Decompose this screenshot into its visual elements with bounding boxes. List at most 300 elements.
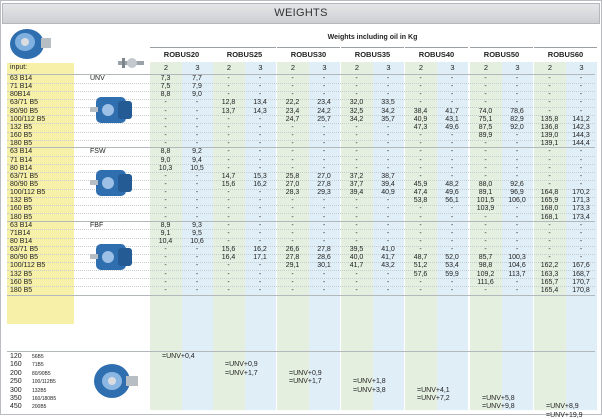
- weight-cell: 9,1: [160, 229, 171, 237]
- weight-cell: -: [419, 99, 422, 107]
- weight-cell: 53,8: [413, 197, 428, 205]
- weight-cell: 56,1: [445, 197, 459, 205]
- weight-cell: 9,3: [192, 221, 202, 229]
- weight-cell: 27,0: [285, 180, 300, 188]
- weight-cell: 173,4: [572, 213, 590, 221]
- weight-cell: -: [258, 238, 262, 245]
- weight-cell: -: [355, 83, 358, 91]
- input-cell: 132 B5: [10, 197, 33, 205]
- weight-cell: 135,8: [540, 115, 559, 123]
- input-cell: 71B14: [10, 229, 31, 237]
- weight-cell: -: [322, 238, 326, 245]
- weight-cell: -: [322, 286, 326, 294]
- weight-cell: 23,4: [285, 107, 300, 115]
- weight-cell: 88,0: [478, 180, 493, 188]
- weight-cell: 40,9: [381, 189, 395, 197]
- input-cell: 180 B5: [10, 213, 33, 221]
- weight-cell: 103,9: [476, 205, 495, 213]
- weight-cell: -: [355, 156, 358, 164]
- weight-cell: -: [322, 229, 326, 237]
- group-label: UNV: [90, 75, 105, 82]
- weight-cell: -: [515, 75, 519, 82]
- weight-cell: 101,5: [476, 197, 495, 205]
- weight-cell: -: [484, 221, 487, 229]
- stage-header: 3: [579, 63, 584, 72]
- weight-cell: -: [579, 75, 583, 82]
- weight-cell: 43,1: [445, 115, 459, 123]
- weight-cell: -: [450, 164, 454, 172]
- weight-cell: -: [548, 164, 551, 172]
- weight-cell: 34,2: [381, 107, 395, 115]
- weight-cell: -: [515, 221, 519, 229]
- input-cell: 63/71 B5: [10, 246, 39, 254]
- weight-cell: -: [291, 221, 294, 229]
- weight-cell: -: [227, 238, 230, 245]
- weight-cell: 41,7: [381, 254, 395, 262]
- weight-cell: -: [450, 75, 454, 82]
- weight-cell: 32,0: [349, 99, 364, 107]
- weight-cell: -: [484, 156, 487, 164]
- weight-cell: -: [164, 213, 167, 221]
- weight-cell: -: [195, 262, 199, 270]
- weight-cell: 28,6: [317, 254, 331, 262]
- weight-cell: 92,6: [510, 180, 524, 188]
- weight-cell: -: [227, 164, 230, 172]
- formula-cell: =UNV+1,7: [289, 378, 322, 386]
- weight-cell: 9,0: [192, 91, 202, 99]
- weight-cell: 168,7: [572, 270, 590, 278]
- weight-cell: -: [164, 123, 167, 131]
- shaft-illustration: [116, 56, 148, 70]
- weight-cell: -: [386, 286, 390, 294]
- weight-cell: 33,5: [381, 99, 395, 107]
- weight-cell: 45,9: [413, 180, 428, 188]
- weight-cell: -: [258, 123, 262, 131]
- model-header: ROBUS25: [213, 47, 276, 62]
- weight-cell: -: [258, 213, 262, 221]
- weight-cell: -: [258, 278, 262, 286]
- weight-cell: -: [484, 213, 487, 221]
- weight-cell: -: [164, 246, 167, 254]
- input-cell: 71 B14: [10, 83, 33, 91]
- weight-cell: -: [322, 140, 326, 148]
- weight-cell: -: [548, 99, 551, 107]
- ratio-size: 350 160/180B5: [10, 395, 57, 402]
- weight-cell: 111,6: [477, 278, 494, 286]
- weight-cell: -: [291, 205, 294, 213]
- weight-cell: 139,0: [540, 132, 559, 140]
- weight-cell: -: [450, 205, 454, 213]
- weight-cell: 165,7: [540, 278, 559, 286]
- stage-header: 2: [418, 63, 424, 72]
- weight-cell: -: [450, 140, 454, 148]
- weight-cell: -: [164, 197, 167, 205]
- stage-header: 3: [195, 63, 200, 72]
- ratio-size: 450 200B5: [10, 403, 47, 411]
- model-header: ROBUS35: [341, 47, 404, 62]
- formula-cell: =UNV+19,9: [546, 411, 583, 419]
- weight-cell: -: [164, 254, 167, 262]
- formula-cell: =UNV+1,7: [225, 369, 258, 377]
- weight-cell: -: [579, 180, 583, 188]
- weight-cell: -: [515, 99, 519, 107]
- weight-cell: -: [484, 164, 487, 172]
- input-cell: 80/90 B5: [10, 107, 39, 115]
- weight-cell: -: [195, 270, 199, 278]
- weight-cell: -: [515, 140, 519, 148]
- weight-cell: 170,7: [572, 278, 590, 286]
- weight-cell: -: [258, 189, 262, 197]
- weight-cell: -: [515, 164, 519, 172]
- weight-cell: 43,2: [381, 262, 395, 270]
- weight-cell: -: [548, 238, 551, 245]
- weight-cell: -: [386, 213, 390, 221]
- weight-cell: -: [355, 270, 358, 278]
- input-cell: 63 B14: [10, 148, 33, 156]
- weight-cell: -: [419, 140, 422, 148]
- formula-cell: =UNV+0,4: [162, 353, 195, 360]
- weight-cell: 170,8: [572, 286, 590, 294]
- input-cell: 80 B14: [10, 164, 33, 172]
- weight-cell: -: [227, 83, 230, 91]
- model-header: ROBUS50: [470, 47, 533, 62]
- weight-cell: -: [227, 205, 230, 213]
- weight-cell: -: [164, 189, 167, 197]
- weight-cell: -: [322, 83, 326, 91]
- weight-cell: -: [386, 164, 390, 172]
- weight-cell: 9,4: [192, 156, 202, 164]
- weight-cell: -: [515, 83, 519, 91]
- weight-cell: 8,9: [160, 221, 171, 229]
- weight-cell: -: [195, 123, 199, 131]
- weight-cell: -: [291, 164, 294, 172]
- weight-cell: 30,1: [317, 262, 331, 270]
- weight-cell: 47,4: [413, 189, 428, 197]
- weight-cell: 59,9: [445, 270, 459, 278]
- weight-cell: -: [227, 132, 230, 140]
- weight-cell: 27,0: [317, 172, 331, 180]
- weight-cell: -: [548, 229, 551, 237]
- weight-cell: -: [386, 270, 390, 278]
- weight-cell: -: [322, 221, 326, 229]
- weight-cell: 173,3: [572, 205, 590, 213]
- weight-cell: -: [227, 213, 230, 221]
- weight-cell: -: [164, 140, 167, 148]
- weight-cell: 51,2: [413, 262, 428, 270]
- weight-cell: -: [322, 91, 326, 99]
- weight-cell: -: [164, 262, 167, 270]
- weight-cell: -: [195, 246, 199, 254]
- input-cell: 160 B5: [10, 205, 33, 213]
- weight-cell: -: [355, 286, 358, 294]
- weight-cell: -: [291, 156, 294, 164]
- flange-gearbox-icon: [88, 356, 140, 406]
- stage-header: 3: [450, 63, 455, 72]
- weight-cell: -: [227, 221, 230, 229]
- weight-cell: 16,2: [253, 246, 267, 254]
- weight-cell: -: [355, 221, 358, 229]
- weight-cell: 104,6: [508, 262, 526, 270]
- weight-cell: 49,6: [445, 123, 459, 131]
- input-cell: 160 B5: [10, 132, 33, 140]
- input-cell: 160 B5: [10, 278, 33, 286]
- weight-cell: -: [227, 189, 230, 197]
- weight-cell: -: [386, 238, 390, 245]
- weight-cell: -: [386, 278, 390, 286]
- input-cell: 80B14: [10, 91, 31, 99]
- stage-header: 2: [547, 63, 553, 72]
- weight-cell: 168,1: [540, 213, 559, 221]
- input-cell: 100/112 B5: [10, 115, 46, 123]
- input-cell: 63 B14: [10, 75, 33, 82]
- weight-cell: -: [322, 156, 326, 164]
- group-label: FBF: [90, 221, 104, 229]
- weight-cell: 136,8: [540, 123, 559, 131]
- model-header: ROBUS60: [534, 47, 597, 62]
- weight-cell: -: [386, 75, 390, 82]
- weight-cell: -: [484, 75, 487, 82]
- weight-cell: -: [579, 254, 583, 262]
- weight-cell: -: [164, 107, 167, 115]
- model-header: ROBUS20: [150, 47, 213, 62]
- ratio-size: 200 80/90B5: [10, 369, 51, 377]
- weight-cell: -: [355, 238, 358, 245]
- weight-cell: -: [450, 213, 454, 221]
- weight-cell: -: [322, 123, 326, 131]
- weight-cell: 144,3: [572, 132, 590, 140]
- input-label: input:: [10, 64, 28, 71]
- stage-header: 2: [483, 63, 489, 72]
- weight-cell: 14,3: [253, 107, 267, 115]
- weight-cell: -: [195, 205, 199, 213]
- weight-cell: -: [484, 91, 487, 99]
- weight-cell: -: [450, 286, 454, 294]
- formula-cell: =UNV+7,2: [417, 395, 450, 402]
- weight-cell: 113,7: [508, 270, 526, 278]
- weight-cell: 35,7: [381, 115, 395, 123]
- weight-cell: -: [419, 132, 422, 140]
- weight-cell: 168,0: [540, 205, 559, 213]
- weight-cell: -: [355, 278, 358, 286]
- weight-cell: 8,8: [160, 91, 171, 99]
- weight-cell: 9,5: [192, 229, 202, 237]
- weight-cell: -: [515, 286, 519, 294]
- input-cell: 100/112 B5: [10, 189, 46, 197]
- weight-cell: -: [386, 229, 390, 237]
- weight-cell: 7,7: [192, 75, 202, 82]
- weight-cell: -: [386, 140, 390, 148]
- weight-cell: -: [195, 107, 199, 115]
- weight-cell: 85,7: [478, 254, 493, 262]
- weight-cell: -: [515, 213, 519, 221]
- weight-cell: 29,1: [285, 262, 300, 270]
- weight-cell: -: [258, 156, 262, 164]
- weight-cell: -: [419, 164, 422, 172]
- weight-cell: 41,7: [445, 107, 459, 115]
- weight-cell: -: [386, 132, 390, 140]
- weight-cell: -: [579, 156, 583, 164]
- weight-cell: -: [515, 172, 519, 180]
- weight-cell: 10,3: [158, 164, 173, 172]
- weight-cell: -: [164, 132, 167, 140]
- weight-cell: -: [291, 238, 294, 245]
- weight-cell: -: [195, 254, 199, 262]
- weight-cell: -: [227, 270, 230, 278]
- input-cell: 63/71 B5: [10, 172, 39, 180]
- weight-cell: -: [579, 246, 583, 254]
- input-cell: 180 B5: [10, 140, 33, 148]
- stage-header: 2: [354, 63, 360, 72]
- weight-cell: 170,2: [572, 189, 590, 197]
- weight-cell: 40,0: [349, 254, 364, 262]
- input-cell: 132 B5: [10, 270, 33, 278]
- weight-cell: -: [548, 246, 551, 254]
- formula-cell: =UNV+5,8: [482, 395, 515, 402]
- weight-cell: 16,2: [253, 180, 267, 188]
- weight-cell: -: [355, 91, 358, 99]
- input-cell: 80/90 B5: [10, 254, 39, 262]
- bottom-divider: [7, 351, 595, 352]
- weight-cell: 109,2: [476, 270, 495, 278]
- input-cell: 80 B14: [10, 238, 33, 245]
- weight-cell: -: [258, 286, 262, 294]
- weight-cell: -: [386, 221, 390, 229]
- weight-cell: -: [484, 246, 487, 254]
- weight-cell: 92,0: [510, 123, 524, 131]
- weight-cell: -: [195, 213, 199, 221]
- formula-cell: =UNV+0,9: [289, 369, 322, 377]
- formula-cell: =UNV+3,8: [353, 386, 386, 394]
- weight-cell: -: [419, 229, 422, 237]
- weight-cell: -: [579, 99, 583, 107]
- weight-cell: -: [195, 132, 199, 140]
- weight-cell: 144,4: [572, 140, 590, 148]
- weight-cell: 75,1: [478, 115, 493, 123]
- weight-cell: -: [227, 156, 230, 164]
- weight-cell: -: [291, 91, 294, 99]
- weight-cell: -: [291, 140, 294, 148]
- weight-cell: 47,3: [413, 123, 428, 131]
- weight-cell: 52,0: [445, 254, 459, 262]
- weight-cell: -: [322, 213, 326, 221]
- weight-cell: -: [258, 115, 262, 123]
- weight-cell: 49,6: [445, 189, 459, 197]
- weight-cell: -: [258, 164, 262, 172]
- weight-cell: -: [450, 278, 454, 286]
- weight-cell: -: [355, 123, 358, 131]
- weight-cell: -: [450, 132, 454, 140]
- weight-cell: 7,9: [192, 83, 202, 91]
- weight-cell: -: [579, 229, 583, 237]
- weight-cell: -: [227, 91, 230, 99]
- weight-cell: -: [258, 221, 262, 229]
- ratio-size: 160 71B5: [10, 361, 44, 369]
- weight-cell: -: [355, 164, 358, 172]
- weight-cell: 26,6: [285, 246, 300, 254]
- weight-cell: -: [419, 246, 422, 254]
- weight-cell: -: [450, 221, 454, 229]
- weight-cell: -: [195, 278, 199, 286]
- weight-cell: -: [548, 75, 551, 82]
- weights-subtitle: Weights including oil in Kg: [327, 34, 418, 41]
- weight-cell: 74,0: [478, 107, 493, 115]
- input-cell: 132 B5: [10, 123, 33, 131]
- weight-cell: -: [450, 172, 454, 180]
- weight-cell: 13,4: [253, 99, 267, 107]
- weight-cell: -: [548, 254, 551, 262]
- weight-cell: 27,8: [317, 246, 331, 254]
- weight-cell: -: [579, 238, 583, 245]
- weight-cell: -: [484, 286, 487, 294]
- weight-cell: -: [484, 140, 487, 148]
- weight-cell: 98,8: [478, 262, 493, 270]
- weight-cell: -: [355, 229, 358, 237]
- weight-cell: 39,5: [349, 246, 364, 254]
- weight-cell: -: [195, 172, 199, 180]
- weight-cell: 141,2: [572, 115, 590, 123]
- weight-cell: -: [548, 107, 551, 115]
- weight-cell: -: [258, 270, 262, 278]
- weight-cell: 25,8: [285, 172, 300, 180]
- weight-cell: 96,9: [510, 189, 524, 197]
- weight-cell: -: [164, 205, 167, 213]
- weight-cell: -: [195, 99, 199, 107]
- weight-cell: 41,7: [349, 262, 364, 270]
- weight-cell: -: [419, 83, 422, 91]
- weight-cell: -: [450, 238, 454, 245]
- weight-cell: -: [227, 115, 230, 123]
- weight-cell: -: [355, 205, 358, 213]
- weight-cell: -: [579, 83, 583, 91]
- weight-cell: -: [258, 205, 262, 213]
- weight-cell: 7,5: [160, 83, 171, 91]
- input-cell: 63/71 B5: [10, 99, 39, 107]
- weight-cell: 10,5: [190, 164, 204, 172]
- weight-cell: -: [164, 172, 167, 180]
- weight-cell: -: [291, 270, 294, 278]
- weight-cell: 28,3: [285, 189, 300, 197]
- weight-cell: -: [164, 286, 167, 294]
- weight-cell: -: [355, 140, 358, 148]
- weight-cell: -: [355, 197, 358, 205]
- weight-cell: -: [515, 205, 519, 213]
- fsw-gearbox-icon: [88, 160, 138, 206]
- weight-cell: -: [515, 238, 519, 245]
- weight-cell: 25,7: [317, 115, 331, 123]
- formula-cell: =UNV+0,9: [225, 361, 258, 369]
- weight-cell: -: [258, 91, 262, 99]
- weight-cell: 8,8: [160, 148, 171, 156]
- weight-cell: 27,8: [317, 180, 331, 188]
- weight-cell: -: [322, 205, 326, 213]
- weight-cell: -: [548, 156, 551, 164]
- weight-cell: 100,3: [508, 254, 526, 262]
- weight-cell: -: [386, 197, 390, 205]
- weight-cell: 16,4: [221, 254, 236, 262]
- stage-header: 3: [322, 63, 327, 72]
- weight-cell: -: [419, 156, 422, 164]
- weight-cell: 38,4: [413, 107, 428, 115]
- weight-cell: 142,3: [572, 123, 590, 131]
- weight-cell: -: [419, 238, 422, 245]
- weight-cell: -: [548, 83, 551, 91]
- weight-cell: -: [227, 197, 230, 205]
- weight-cell: -: [291, 83, 294, 91]
- weight-cell: -: [548, 172, 551, 180]
- formula-cell: =UNV+9,8: [482, 403, 515, 411]
- weight-cell: 10,4: [158, 238, 173, 245]
- weight-cell: -: [227, 75, 230, 82]
